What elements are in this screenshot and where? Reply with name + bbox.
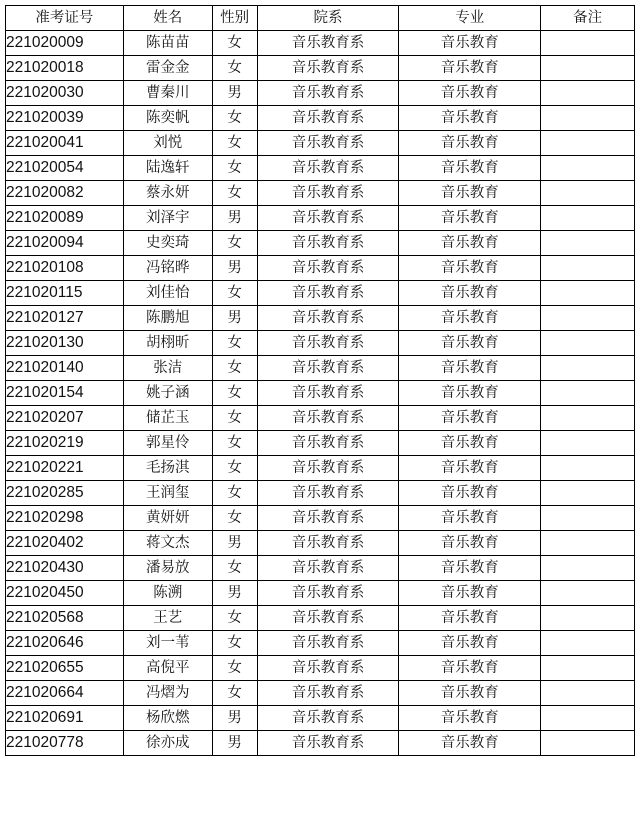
table-row [6, 606, 635, 631]
cell-major: 音乐教育 [399, 131, 541, 156]
table-row [6, 206, 635, 231]
cell-id: 221020018 [6, 56, 124, 81]
cell-name: 陆逸轩 [123, 156, 212, 181]
cell-dept: 音乐教育系 [257, 331, 399, 356]
cell-gender: 女 [212, 56, 257, 81]
cell-major: 音乐教育 [399, 481, 541, 506]
cell-dept: 音乐教育系 [257, 681, 399, 706]
cell-gender: 女 [212, 556, 257, 581]
cell-id: 221020115 [6, 281, 124, 306]
cell-name: 郭星伶 [123, 431, 212, 456]
cell-gender: 女 [212, 406, 257, 431]
cell-dept: 音乐教育系 [257, 31, 399, 56]
cell-name: 徐亦成 [123, 731, 212, 756]
cell-name: 陈溯 [123, 581, 212, 606]
cell-note [541, 731, 635, 756]
table-row [6, 156, 635, 181]
cell-name: 冯铭晔 [123, 256, 212, 281]
cell-gender: 男 [212, 706, 257, 731]
table-row [6, 731, 635, 756]
cell-dept: 音乐教育系 [257, 281, 399, 306]
table-row [6, 681, 635, 706]
cell-major: 音乐教育 [399, 531, 541, 556]
cell-name: 杨欣燃 [123, 706, 212, 731]
admission-list-sheet [5, 5, 635, 756]
cell-gender: 男 [212, 306, 257, 331]
cell-name: 陈奕帆 [123, 106, 212, 131]
cell-note [541, 506, 635, 531]
cell-note [541, 256, 635, 281]
cell-name: 史奕琦 [123, 231, 212, 256]
cell-dept: 音乐教育系 [257, 556, 399, 581]
cell-id: 221020039 [6, 106, 124, 131]
cell-dept: 音乐教育系 [257, 256, 399, 281]
cell-id: 221020402 [6, 531, 124, 556]
cell-major: 音乐教育 [399, 56, 541, 81]
cell-major: 音乐教育 [399, 331, 541, 356]
cell-name: 刘一苇 [123, 631, 212, 656]
header-note: 备注 [541, 6, 635, 31]
table-body [6, 31, 635, 756]
header-name: 姓名 [123, 6, 212, 31]
table-row [6, 31, 635, 56]
cell-name: 刘泽宇 [123, 206, 212, 231]
table-row [6, 456, 635, 481]
cell-major: 音乐教育 [399, 456, 541, 481]
cell-note [541, 306, 635, 331]
cell-note [541, 631, 635, 656]
cell-note [541, 81, 635, 106]
cell-id: 221020041 [6, 131, 124, 156]
cell-gender: 女 [212, 456, 257, 481]
table-row [6, 331, 635, 356]
cell-name: 储芷玉 [123, 406, 212, 431]
cell-id: 221020030 [6, 81, 124, 106]
table-row [6, 706, 635, 731]
cell-major: 音乐教育 [399, 231, 541, 256]
cell-note [541, 681, 635, 706]
cell-dept: 音乐教育系 [257, 131, 399, 156]
cell-id: 221020430 [6, 556, 124, 581]
cell-name: 雷金金 [123, 56, 212, 81]
cell-dept: 音乐教育系 [257, 206, 399, 231]
cell-name: 毛扬淇 [123, 456, 212, 481]
cell-note [541, 281, 635, 306]
cell-note [541, 56, 635, 81]
cell-id: 221020568 [6, 606, 124, 631]
cell-name: 曹秦川 [123, 81, 212, 106]
cell-id: 221020207 [6, 406, 124, 431]
cell-name: 蒋文杰 [123, 531, 212, 556]
cell-name: 黄妍妍 [123, 506, 212, 531]
cell-major: 音乐教育 [399, 156, 541, 181]
header-row [6, 6, 635, 31]
cell-major: 音乐教育 [399, 581, 541, 606]
table-row [6, 256, 635, 281]
cell-note [541, 206, 635, 231]
table-row [6, 506, 635, 531]
cell-id: 221020450 [6, 581, 124, 606]
cell-id: 221020130 [6, 331, 124, 356]
table-row [6, 631, 635, 656]
cell-id: 221020054 [6, 156, 124, 181]
cell-gender: 女 [212, 331, 257, 356]
cell-major: 音乐教育 [399, 106, 541, 131]
cell-major: 音乐教育 [399, 181, 541, 206]
cell-note [541, 706, 635, 731]
table-row [6, 431, 635, 456]
table-row [6, 581, 635, 606]
cell-major: 音乐教育 [399, 31, 541, 56]
header-major: 专业 [399, 6, 541, 31]
cell-dept: 音乐教育系 [257, 606, 399, 631]
cell-gender: 女 [212, 131, 257, 156]
cell-name: 蔡永妍 [123, 181, 212, 206]
cell-major: 音乐教育 [399, 406, 541, 431]
cell-id: 221020655 [6, 656, 124, 681]
cell-note [541, 181, 635, 206]
cell-note [541, 481, 635, 506]
cell-note [541, 231, 635, 256]
cell-gender: 女 [212, 181, 257, 206]
cell-note [541, 581, 635, 606]
cell-name: 刘悦 [123, 131, 212, 156]
table-row [6, 181, 635, 206]
cell-major: 音乐教育 [399, 81, 541, 106]
cell-dept: 音乐教育系 [257, 656, 399, 681]
cell-dept: 音乐教育系 [257, 156, 399, 181]
table-row [6, 656, 635, 681]
cell-gender: 男 [212, 731, 257, 756]
table-row [6, 56, 635, 81]
cell-gender: 女 [212, 231, 257, 256]
cell-name: 王润玺 [123, 481, 212, 506]
cell-dept: 音乐教育系 [257, 456, 399, 481]
cell-id: 221020154 [6, 381, 124, 406]
cell-id: 221020219 [6, 431, 124, 456]
cell-gender: 女 [212, 381, 257, 406]
cell-name: 胡栩昕 [123, 331, 212, 356]
table-row [6, 281, 635, 306]
cell-gender: 女 [212, 281, 257, 306]
cell-id: 221020285 [6, 481, 124, 506]
cell-note [541, 156, 635, 181]
cell-major: 音乐教育 [399, 656, 541, 681]
cell-id: 221020108 [6, 256, 124, 281]
header-dept: 院系 [257, 6, 399, 31]
cell-major: 音乐教育 [399, 631, 541, 656]
cell-id: 221020009 [6, 31, 124, 56]
cell-name: 刘佳怡 [123, 281, 212, 306]
cell-gender: 男 [212, 81, 257, 106]
cell-name: 陈苗苗 [123, 31, 212, 56]
cell-name: 冯熠为 [123, 681, 212, 706]
cell-dept: 音乐教育系 [257, 381, 399, 406]
cell-dept: 音乐教育系 [257, 481, 399, 506]
cell-id: 221020089 [6, 206, 124, 231]
cell-note [541, 656, 635, 681]
table-row [6, 106, 635, 131]
cell-gender: 男 [212, 531, 257, 556]
cell-major: 音乐教育 [399, 206, 541, 231]
cell-dept: 音乐教育系 [257, 56, 399, 81]
cell-dept: 音乐教育系 [257, 181, 399, 206]
cell-major: 音乐教育 [399, 731, 541, 756]
table-row [6, 481, 635, 506]
table-row [6, 131, 635, 156]
cell-gender: 女 [212, 481, 257, 506]
cell-major: 音乐教育 [399, 506, 541, 531]
cell-id: 221020127 [6, 306, 124, 331]
table-row [6, 531, 635, 556]
cell-id: 221020691 [6, 706, 124, 731]
cell-id: 221020140 [6, 356, 124, 381]
cell-gender: 男 [212, 256, 257, 281]
cell-major: 音乐教育 [399, 556, 541, 581]
cell-id: 221020664 [6, 681, 124, 706]
cell-dept: 音乐教育系 [257, 431, 399, 456]
cell-note [541, 431, 635, 456]
cell-gender: 女 [212, 656, 257, 681]
cell-dept: 音乐教育系 [257, 631, 399, 656]
cell-gender: 女 [212, 31, 257, 56]
header-id: 准考证号 [6, 6, 124, 31]
cell-gender: 女 [212, 681, 257, 706]
cell-id: 221020082 [6, 181, 124, 206]
cell-dept: 音乐教育系 [257, 356, 399, 381]
cell-gender: 女 [212, 631, 257, 656]
cell-name: 潘易放 [123, 556, 212, 581]
table-row [6, 556, 635, 581]
cell-major: 音乐教育 [399, 431, 541, 456]
cell-dept: 音乐教育系 [257, 231, 399, 256]
cell-id: 221020778 [6, 731, 124, 756]
table-row [6, 306, 635, 331]
cell-note [541, 331, 635, 356]
cell-dept: 音乐教育系 [257, 81, 399, 106]
cell-name: 王艺 [123, 606, 212, 631]
cell-dept: 音乐教育系 [257, 406, 399, 431]
cell-dept: 音乐教育系 [257, 731, 399, 756]
cell-gender: 女 [212, 106, 257, 131]
cell-gender: 男 [212, 581, 257, 606]
cell-note [541, 31, 635, 56]
cell-major: 音乐教育 [399, 681, 541, 706]
admission-table [5, 5, 635, 756]
cell-major: 音乐教育 [399, 281, 541, 306]
cell-major: 音乐教育 [399, 356, 541, 381]
cell-note [541, 106, 635, 131]
cell-id: 221020298 [6, 506, 124, 531]
table-row [6, 406, 635, 431]
cell-gender: 女 [212, 506, 257, 531]
cell-name: 陈鹏旭 [123, 306, 212, 331]
table-row [6, 381, 635, 406]
cell-note [541, 531, 635, 556]
cell-major: 音乐教育 [399, 306, 541, 331]
cell-id: 221020221 [6, 456, 124, 481]
cell-note [541, 456, 635, 481]
cell-gender: 女 [212, 356, 257, 381]
cell-note [541, 406, 635, 431]
cell-gender: 男 [212, 206, 257, 231]
cell-major: 音乐教育 [399, 256, 541, 281]
cell-major: 音乐教育 [399, 381, 541, 406]
cell-dept: 音乐教育系 [257, 306, 399, 331]
cell-dept: 音乐教育系 [257, 106, 399, 131]
cell-note [541, 606, 635, 631]
cell-major: 音乐教育 [399, 706, 541, 731]
cell-gender: 女 [212, 431, 257, 456]
cell-dept: 音乐教育系 [257, 506, 399, 531]
cell-id: 221020646 [6, 631, 124, 656]
header-gender: 性别 [212, 6, 257, 31]
cell-note [541, 131, 635, 156]
table-row [6, 81, 635, 106]
cell-name: 姚子涵 [123, 381, 212, 406]
cell-dept: 音乐教育系 [257, 581, 399, 606]
cell-dept: 音乐教育系 [257, 531, 399, 556]
cell-major: 音乐教育 [399, 606, 541, 631]
cell-gender: 女 [212, 606, 257, 631]
cell-note [541, 356, 635, 381]
cell-dept: 音乐教育系 [257, 706, 399, 731]
cell-note [541, 381, 635, 406]
cell-name: 张洁 [123, 356, 212, 381]
cell-note [541, 556, 635, 581]
table-row [6, 356, 635, 381]
table-row [6, 231, 635, 256]
cell-id: 221020094 [6, 231, 124, 256]
cell-name: 高倪平 [123, 656, 212, 681]
cell-gender: 女 [212, 156, 257, 181]
